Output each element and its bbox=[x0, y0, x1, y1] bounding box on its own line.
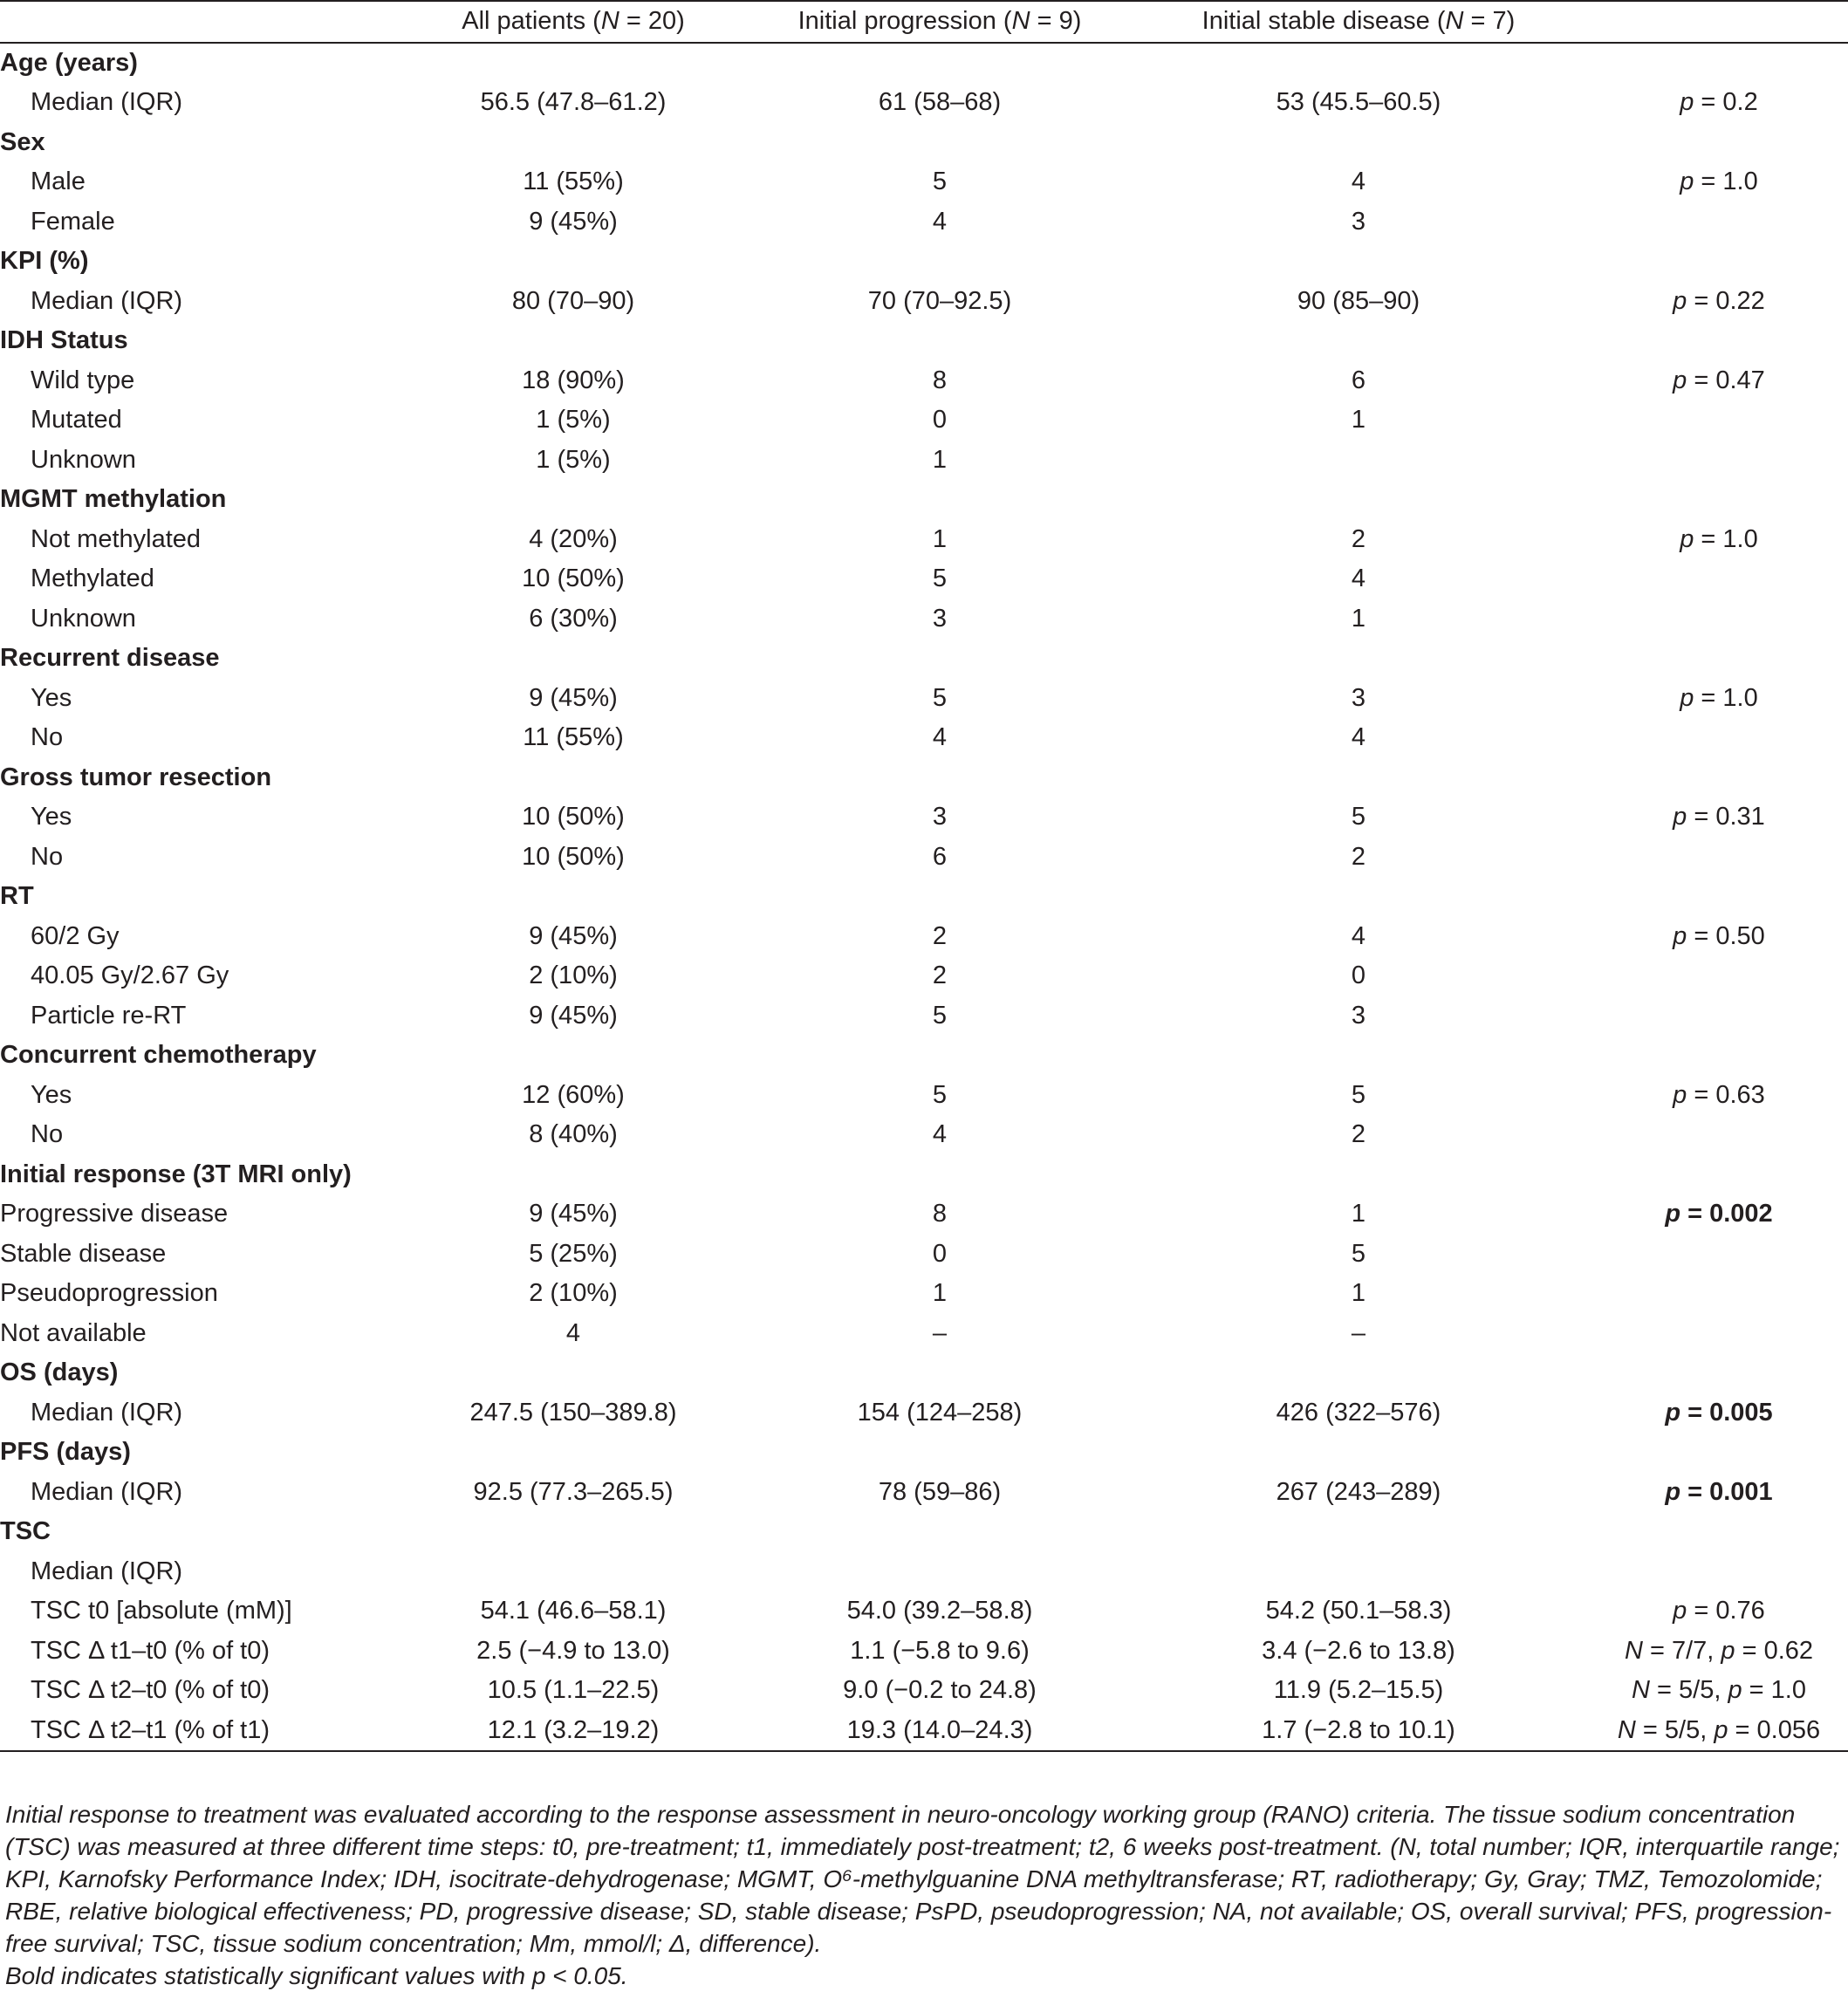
cell-initial-stable-disease: 5 bbox=[1351, 1239, 1366, 1268]
cell-empty bbox=[1590, 877, 1848, 917]
cell-initial-stable-disease: 5 bbox=[1351, 1080, 1366, 1109]
table-row bbox=[0, 162, 1848, 202]
cell-initial-stable-disease: 426 (322–576) bbox=[1276, 1398, 1441, 1427]
cell-p-value: p = 0.50 bbox=[1673, 921, 1765, 950]
section-heading: MGMT methylation bbox=[0, 485, 227, 513]
cell-all-patients: 80 (70–90) bbox=[511, 286, 635, 315]
cell-initial-progression: – bbox=[932, 1318, 948, 1347]
row-label: 60/2 Gy bbox=[31, 921, 120, 950]
cell-p-value: p = 1.0 bbox=[1680, 683, 1758, 712]
table-row bbox=[0, 441, 1848, 481]
table-row bbox=[0, 321, 1848, 361]
row-label: 40.05 Gy/2.67 Gy bbox=[31, 961, 229, 989]
cell-empty bbox=[752, 1036, 1127, 1076]
cell-initial-stable-disease: 3 bbox=[1351, 207, 1366, 236]
cell-p-value: p = 0.47 bbox=[1673, 366, 1765, 394]
section-heading: OS (days) bbox=[0, 1358, 119, 1386]
cell-empty bbox=[1590, 1036, 1848, 1076]
cell-p-value: p = 0.31 bbox=[1673, 803, 1765, 831]
table-row bbox=[0, 1632, 1848, 1672]
cell-initial-progression: 8 bbox=[932, 1200, 948, 1228]
cell-empty bbox=[1127, 123, 1590, 163]
cell-all-patients: 10 (50%) bbox=[522, 803, 625, 831]
footnote-text: Initial response to treatment was evaluated according to the response assessment in neuro-oncology working group (RANO) criteria. The tissue sodium concentration (TSC) was measured at three different time steps: t0, pre-treatment; t1, immediately post-treatment; t2, 6 weeks post-treatment. (N, total number; IQR, interquartile range; KPI, Karnofsky Performance Index; IDH, isocitrate-dehydrogenase; MGMT, O⁶-methylguanine DNA methyltransferase; RT, radiotherapy; Gy, Gray; TMZ, Temozolomide; RBE, relative biological effectiveness; PD, progressive disease; SD, stable disease; PsPD, pseudoprogression; NA, not available; OS, overall survival; PFS, progression-free survival; TSC, tissue sodium concentration; Mm, mmol/l; Δ, difference). bbox=[5, 1801, 1840, 1957]
cell-all-patients: 9 (45%) bbox=[529, 683, 618, 712]
cell-empty bbox=[752, 877, 1127, 917]
row-label: No bbox=[31, 842, 64, 871]
row-label: Unknown bbox=[31, 604, 136, 633]
cell-all-patients: 18 (90%) bbox=[522, 366, 625, 394]
cell-all-patients: 12 (60%) bbox=[522, 1080, 625, 1109]
cell-empty bbox=[752, 1155, 1127, 1195]
cell-empty bbox=[752, 321, 1127, 361]
table-row bbox=[0, 1036, 1848, 1076]
row-label: Yes bbox=[31, 683, 72, 712]
header-p-value bbox=[1590, 1, 1848, 43]
row-label: Median (IQR) bbox=[31, 1557, 183, 1585]
cell-all-patients: 1 (5%) bbox=[536, 445, 611, 474]
header-label-column bbox=[0, 1, 394, 43]
cell-all-patients: 6 (30%) bbox=[529, 604, 618, 633]
cell-p-value: p = 0.22 bbox=[1673, 286, 1765, 315]
table-row bbox=[0, 1274, 1848, 1314]
cell-empty bbox=[1590, 480, 1848, 520]
table-row bbox=[0, 758, 1848, 798]
row-label: Methylated bbox=[31, 565, 154, 592]
table-body bbox=[0, 43, 1848, 1752]
cell-empty bbox=[394, 1433, 752, 1473]
cell-p-value: p = 1.0 bbox=[1680, 524, 1758, 553]
cell-empty bbox=[1127, 758, 1590, 798]
cell-all-patients: 4 bbox=[565, 1318, 581, 1347]
cell-initial-progression: 4 bbox=[932, 723, 948, 751]
cell-all-patients: 11 (55%) bbox=[523, 723, 624, 751]
cell-initial-progression: 2 bbox=[932, 921, 948, 950]
table-row bbox=[0, 1194, 1848, 1235]
cell-all-patients: 9 (45%) bbox=[529, 1200, 618, 1228]
cell-initial-stable-disease: 2 bbox=[1351, 524, 1366, 553]
cell-empty bbox=[752, 639, 1127, 679]
row-label: Progressive disease bbox=[0, 1200, 229, 1228]
table-row bbox=[0, 480, 1848, 520]
cell-p-value bbox=[1590, 996, 1848, 1037]
cell-initial-progression: 1.1 (−5.8 to 9.6) bbox=[850, 1636, 1030, 1665]
section-heading: PFS (days) bbox=[0, 1438, 131, 1466]
section-heading: RT bbox=[0, 882, 34, 910]
cell-initial-stable-disease: 4 bbox=[1351, 565, 1366, 592]
cell-p-value bbox=[1590, 718, 1848, 758]
cell-initial-progression: 0 bbox=[932, 1239, 948, 1268]
cell-p-value: N = 5/5, p = 0.056 bbox=[1617, 1715, 1821, 1744]
cell-all-patients: 247.5 (150–389.8) bbox=[469, 1398, 677, 1427]
cell-empty bbox=[1590, 1512, 1848, 1552]
cell-initial-progression: 78 (59–86) bbox=[878, 1477, 1002, 1506]
cell-p-value bbox=[1590, 1552, 1848, 1592]
cell-initial-progression: 5 bbox=[932, 1001, 948, 1030]
cell-initial-stable-disease: 4 bbox=[1351, 921, 1366, 950]
row-label: Median (IQR) bbox=[31, 286, 183, 315]
section-heading: Concurrent chemotherapy bbox=[0, 1041, 317, 1069]
cell-all-patients: 5 (25%) bbox=[529, 1239, 618, 1268]
cell-empty bbox=[1127, 321, 1590, 361]
row-label: Mutated bbox=[31, 406, 122, 434]
row-label: Median (IQR) bbox=[31, 1477, 183, 1506]
cell-initial-progression: 5 bbox=[932, 683, 948, 712]
cell-initial-progression: 4 bbox=[932, 207, 948, 236]
cell-all-patients: 8 (40%) bbox=[529, 1120, 618, 1148]
cell-empty bbox=[752, 1433, 1127, 1473]
table-row bbox=[0, 1155, 1848, 1195]
row-label: Median (IQR) bbox=[31, 1398, 183, 1427]
table-row bbox=[0, 242, 1848, 282]
cell-all-patients: 9 (45%) bbox=[529, 207, 618, 236]
cell-initial-stable-disease: 2 bbox=[1351, 842, 1366, 871]
table-row bbox=[0, 1314, 1848, 1354]
cell-initial-progression: 5 bbox=[932, 1080, 948, 1109]
cell-empty bbox=[1127, 877, 1590, 917]
section-heading: Gross tumor resection bbox=[0, 763, 272, 791]
footnote-bold-note: Bold indicates statistically significant values with p < 0.05. bbox=[5, 1962, 628, 1989]
cell-empty bbox=[1127, 480, 1590, 520]
cell-empty bbox=[394, 321, 752, 361]
cell-p-value: p = 1.0 bbox=[1680, 168, 1758, 195]
cell-initial-progression: 5 bbox=[932, 168, 948, 195]
row-label: Not available bbox=[0, 1318, 147, 1347]
cell-p-value: N = 5/5, p = 1.0 bbox=[1632, 1676, 1806, 1704]
cell-p-value bbox=[1590, 838, 1848, 878]
cell-initial-stable-disease: 1 bbox=[1351, 406, 1366, 434]
cell-all-patients: 56.5 (47.8–61.2) bbox=[480, 88, 667, 116]
header-initial-stable-disease: Initial stable disease (N = 7) bbox=[1201, 7, 1516, 35]
cell-p-value bbox=[1590, 202, 1848, 243]
cell-empty bbox=[394, 43, 752, 84]
table-row bbox=[0, 996, 1848, 1037]
row-label: Median (IQR) bbox=[31, 88, 183, 116]
cell-empty bbox=[1590, 758, 1848, 798]
cell-initial-progression: 5 bbox=[932, 565, 948, 592]
section-heading: Sex bbox=[0, 127, 45, 156]
cell-empty bbox=[752, 242, 1127, 282]
cell-p-value: p = 0.001 bbox=[1665, 1477, 1773, 1506]
table-row bbox=[0, 83, 1848, 123]
cell-empty bbox=[394, 1512, 752, 1552]
table-row bbox=[0, 1711, 1848, 1752]
cell-p-value bbox=[1590, 956, 1848, 996]
cell-initial-stable-disease: 11.9 (5.2–15.5) bbox=[1273, 1676, 1444, 1704]
row-label: TSC Δ t2–t1 (% of t1) bbox=[31, 1715, 270, 1744]
header-all-patients: All patients (N = 20) bbox=[462, 7, 685, 35]
table-row bbox=[0, 361, 1848, 401]
table-row bbox=[0, 679, 1848, 719]
table-row bbox=[0, 559, 1848, 599]
cell-empty bbox=[1590, 43, 1848, 84]
cell-p-value: p = 0.63 bbox=[1673, 1080, 1765, 1109]
cell-empty bbox=[394, 1036, 752, 1076]
cell-p-value bbox=[1590, 441, 1848, 481]
cell-all-patients: 10 (50%) bbox=[522, 565, 625, 592]
cell-initial-progression: 61 (58–68) bbox=[878, 88, 1002, 116]
cell-empty bbox=[394, 877, 752, 917]
cell-empty bbox=[1127, 1155, 1590, 1195]
cell-initial-progression: 54.0 (39.2–58.8) bbox=[846, 1597, 1033, 1625]
cell-initial-progression: 6 bbox=[932, 842, 948, 871]
row-label: No bbox=[31, 723, 64, 751]
cell-initial-progression: 3 bbox=[932, 803, 948, 831]
cell-all-patients: 2.5 (−4.9 to 13.0) bbox=[476, 1636, 670, 1665]
cell-empty bbox=[394, 758, 752, 798]
row-label: No bbox=[31, 1120, 64, 1148]
cell-initial-progression: 3 bbox=[932, 604, 948, 633]
table-row bbox=[0, 400, 1848, 441]
table-row bbox=[0, 43, 1848, 84]
cell-all-patients: 4 (20%) bbox=[529, 524, 618, 553]
cell-empty bbox=[1590, 242, 1848, 282]
cell-initial-stable-disease: 4 bbox=[1351, 723, 1366, 751]
section-heading: Age (years) bbox=[0, 48, 138, 77]
cell-empty bbox=[1127, 1433, 1590, 1473]
cell-initial-progression bbox=[752, 1552, 1127, 1592]
cell-all-patients: 12.1 (3.2–19.2) bbox=[487, 1715, 660, 1744]
cell-initial-progression: 19.3 (14.0–24.3) bbox=[846, 1715, 1033, 1744]
section-heading: IDH Status bbox=[0, 326, 128, 354]
cell-initial-stable-disease: 3 bbox=[1351, 1001, 1366, 1030]
cell-initial-stable-disease: 1 bbox=[1351, 1279, 1366, 1307]
cell-initial-stable-disease: 4 bbox=[1351, 168, 1366, 195]
table-row bbox=[0, 1473, 1848, 1513]
cell-empty bbox=[394, 480, 752, 520]
cell-all-patients: 54.1 (46.6–58.1) bbox=[480, 1597, 667, 1625]
cell-all-patients: 11 (55%) bbox=[523, 168, 624, 195]
table-row bbox=[0, 877, 1848, 917]
row-label: Yes bbox=[31, 803, 72, 831]
cell-p-value bbox=[1590, 1115, 1848, 1155]
row-label: TSC Δ t2–t0 (% of t0) bbox=[31, 1676, 270, 1704]
section-heading: TSC bbox=[0, 1517, 51, 1545]
cell-empty bbox=[1590, 321, 1848, 361]
cell-initial-stable-disease: 0 bbox=[1351, 961, 1366, 989]
row-label: TSC Δ t1–t0 (% of t0) bbox=[31, 1636, 270, 1665]
cell-p-value: p = 0.005 bbox=[1665, 1398, 1773, 1427]
cell-p-value bbox=[1590, 400, 1848, 441]
cell-empty bbox=[1590, 639, 1848, 679]
cell-empty bbox=[394, 242, 752, 282]
cell-all-patients: 2 (10%) bbox=[529, 1279, 618, 1307]
cell-initial-progression: 2 bbox=[932, 961, 948, 989]
cell-p-value bbox=[1590, 559, 1848, 599]
cell-empty bbox=[1590, 1353, 1848, 1393]
cell-all-patients: 1 (5%) bbox=[536, 406, 611, 434]
cell-empty bbox=[394, 1155, 752, 1195]
cell-p-value: p = 0.2 bbox=[1680, 88, 1758, 116]
table-row bbox=[0, 838, 1848, 878]
row-label: Female bbox=[31, 207, 115, 236]
cell-initial-stable-disease bbox=[1127, 1552, 1590, 1592]
cell-empty bbox=[1127, 1036, 1590, 1076]
cell-empty bbox=[1590, 1155, 1848, 1195]
section-heading: KPI (%) bbox=[0, 247, 89, 275]
cell-empty bbox=[1127, 43, 1590, 84]
table-row bbox=[0, 718, 1848, 758]
section-heading: Initial response (3T MRI only) bbox=[0, 1160, 352, 1188]
table-row bbox=[0, 1235, 1848, 1275]
table-row bbox=[0, 639, 1848, 679]
cell-p-value: p = 0.76 bbox=[1673, 1597, 1765, 1625]
cell-initial-stable-disease: 90 (85–90) bbox=[1297, 286, 1420, 315]
table-header-row bbox=[0, 1, 1848, 43]
cell-initial-stable-disease: 54.2 (50.1–58.3) bbox=[1265, 1597, 1452, 1625]
table-footnote bbox=[5, 1798, 1841, 1992]
table-row bbox=[0, 599, 1848, 640]
table-row bbox=[0, 917, 1848, 957]
cell-empty bbox=[752, 1353, 1127, 1393]
cell-empty bbox=[1590, 1433, 1848, 1473]
table-row bbox=[0, 1552, 1848, 1592]
row-label: Unknown bbox=[31, 445, 136, 474]
cell-empty bbox=[394, 123, 752, 163]
table-row bbox=[0, 1591, 1848, 1632]
cell-empty bbox=[394, 1353, 752, 1393]
cell-initial-progression: 4 bbox=[932, 1120, 948, 1148]
cell-initial-progression: 70 (70–92.5) bbox=[867, 286, 1012, 315]
cell-empty bbox=[752, 480, 1127, 520]
table-row bbox=[0, 956, 1848, 996]
cell-initial-stable-disease: 5 bbox=[1351, 803, 1366, 831]
table-row bbox=[0, 1671, 1848, 1711]
table-row bbox=[0, 797, 1848, 838]
cell-all-patients: 10 (50%) bbox=[522, 842, 625, 871]
cell-initial-stable-disease: – bbox=[1351, 1318, 1366, 1347]
row-label: Stable disease bbox=[0, 1239, 167, 1268]
table-row bbox=[0, 1115, 1848, 1155]
cell-initial-stable-disease: 6 bbox=[1351, 366, 1366, 394]
row-label: Wild type bbox=[31, 366, 135, 394]
cell-empty bbox=[752, 123, 1127, 163]
cell-p-value: p = 0.002 bbox=[1665, 1200, 1773, 1228]
cell-empty bbox=[1127, 1353, 1590, 1393]
row-label: Male bbox=[31, 168, 86, 195]
cell-empty bbox=[1127, 1512, 1590, 1552]
cell-empty bbox=[394, 639, 752, 679]
cell-initial-progression: 0 bbox=[932, 406, 948, 434]
cell-initial-progression: 8 bbox=[932, 366, 948, 394]
row-label: Not methylated bbox=[31, 524, 202, 553]
section-heading: Recurrent disease bbox=[0, 644, 220, 672]
cell-initial-stable-disease: 3.4 (−2.6 to 13.8) bbox=[1262, 1636, 1455, 1665]
table-row bbox=[0, 1393, 1848, 1434]
cell-p-value bbox=[1590, 1235, 1848, 1275]
table-row bbox=[0, 202, 1848, 243]
cell-initial-stable-disease: 3 bbox=[1351, 683, 1366, 712]
cell-initial-stable-disease: 1 bbox=[1351, 1200, 1366, 1228]
cell-initial-progression: 1 bbox=[932, 445, 948, 474]
cell-initial-stable-disease: 53 (45.5–60.5) bbox=[1276, 88, 1441, 116]
cell-empty bbox=[752, 43, 1127, 84]
table-row bbox=[0, 520, 1848, 560]
cell-all-patients: 9 (45%) bbox=[529, 921, 618, 950]
cell-all-patients: 10.5 (1.1–22.5) bbox=[487, 1676, 660, 1704]
row-label: Particle re-RT bbox=[31, 1001, 187, 1030]
row-label: Pseudoprogression bbox=[0, 1279, 218, 1307]
table-row bbox=[0, 282, 1848, 322]
cell-all-patients: 9 (45%) bbox=[529, 1001, 618, 1030]
cell-empty bbox=[752, 1512, 1127, 1552]
cell-p-value bbox=[1590, 599, 1848, 640]
table-row bbox=[0, 1076, 1848, 1116]
row-label: Yes bbox=[31, 1080, 72, 1109]
cell-initial-progression: 1 bbox=[932, 524, 948, 553]
cell-initial-stable-disease bbox=[1127, 441, 1590, 481]
cell-initial-progression: 9.0 (−0.2 to 24.8) bbox=[843, 1676, 1037, 1704]
cell-all-patients: 92.5 (77.3–265.5) bbox=[473, 1477, 674, 1506]
cell-empty bbox=[1127, 639, 1590, 679]
cell-empty bbox=[1590, 123, 1848, 163]
cell-empty bbox=[1127, 242, 1590, 282]
cell-all-patients bbox=[394, 1552, 752, 1592]
cell-initial-stable-disease: 1.7 (−2.8 to 10.1) bbox=[1262, 1715, 1455, 1744]
cell-initial-progression: 1 bbox=[932, 1279, 948, 1307]
table-row bbox=[0, 1353, 1848, 1393]
table-row bbox=[0, 123, 1848, 163]
cell-p-value bbox=[1590, 1314, 1848, 1354]
table-row bbox=[0, 1433, 1848, 1473]
header-initial-progression: Initial progression (N = 9) bbox=[797, 7, 1082, 35]
cell-initial-stable-disease: 1 bbox=[1351, 604, 1366, 633]
cell-p-value: N = 7/7, p = 0.62 bbox=[1624, 1636, 1814, 1665]
cell-all-patients: 2 (10%) bbox=[529, 961, 618, 989]
row-label: TSC t0 [absolute (mM)] bbox=[31, 1597, 292, 1625]
cell-initial-progression: 154 (124–258) bbox=[857, 1398, 1023, 1427]
cell-initial-stable-disease: 267 (243–289) bbox=[1276, 1477, 1441, 1506]
table-row bbox=[0, 1512, 1848, 1552]
cell-initial-stable-disease: 2 bbox=[1351, 1120, 1366, 1148]
cell-empty bbox=[752, 758, 1127, 798]
cell-p-value bbox=[1590, 1274, 1848, 1314]
